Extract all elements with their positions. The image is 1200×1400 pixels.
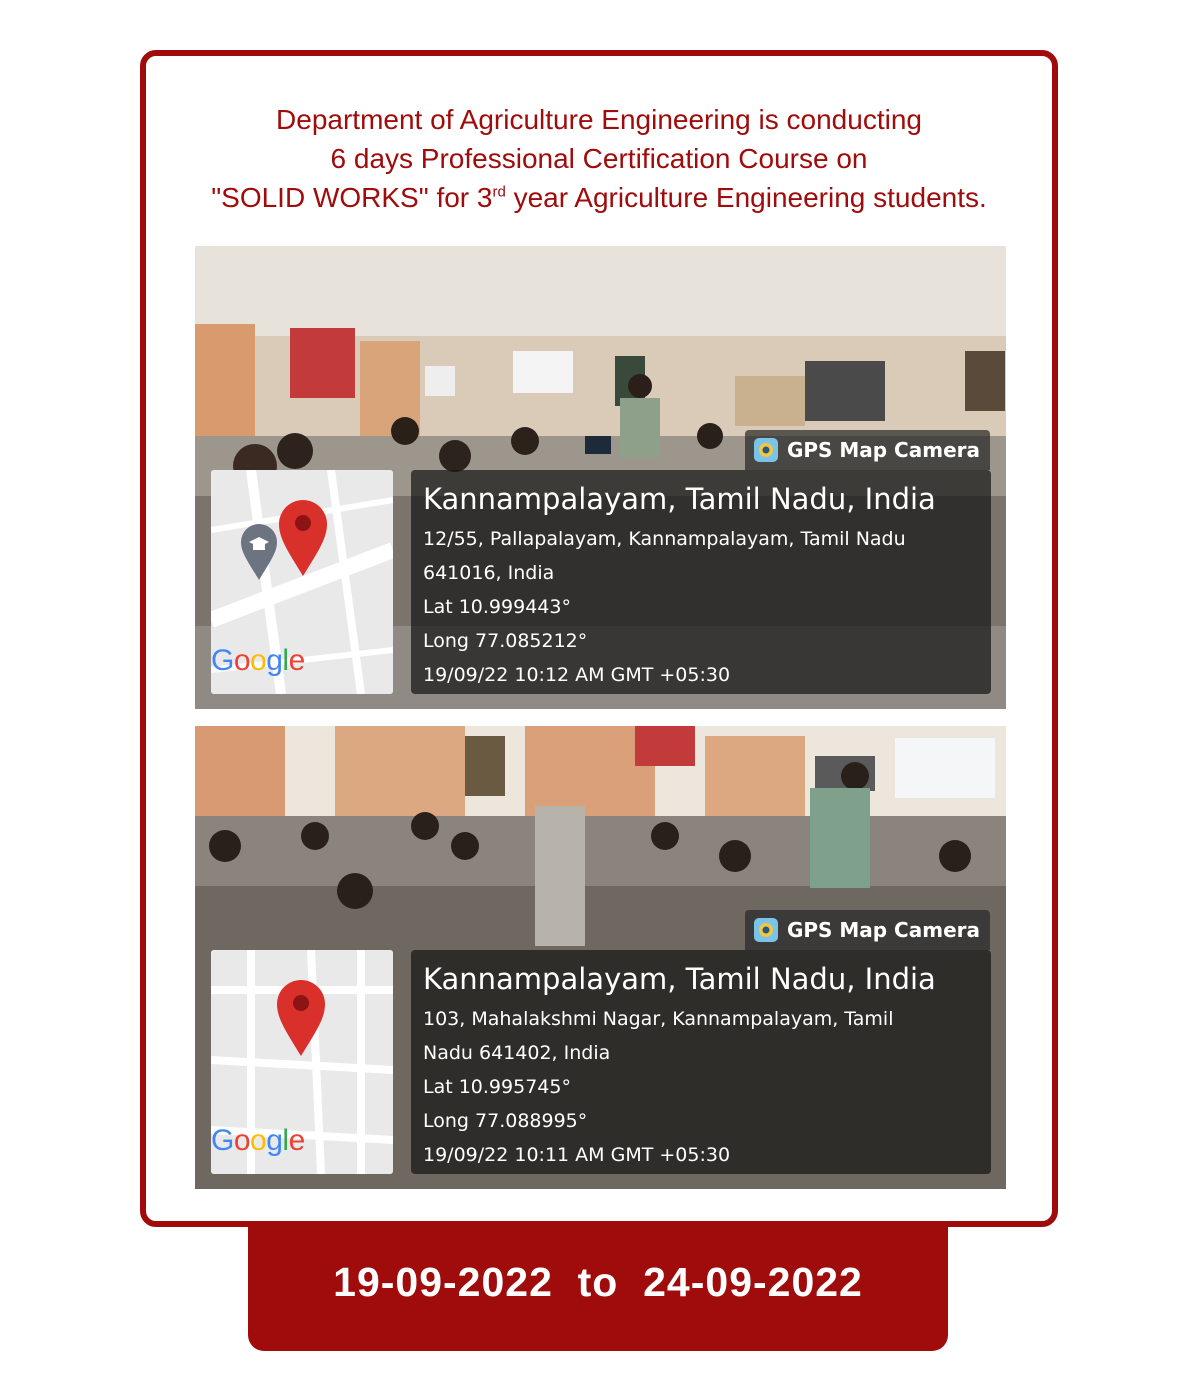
classroom-photo-1 bbox=[195, 246, 1006, 709]
longitude: Long 77.088995° bbox=[423, 1110, 588, 1132]
location-pin-icon bbox=[275, 978, 327, 1058]
ordinal-suffix: rd bbox=[492, 183, 506, 201]
heading-line-3-end: year Agriculture Engineering students. bbox=[505, 182, 987, 213]
poster-heading bbox=[146, 100, 1052, 217]
gps-map-camera-badge bbox=[745, 910, 990, 950]
map-thumbnail bbox=[211, 470, 393, 694]
location-title: Kannampalayam, Tamil Nadu, India bbox=[423, 482, 936, 516]
location-pin-icon bbox=[277, 498, 329, 578]
date-range-text: 19-09-2022 to 24-09-2022 bbox=[333, 1259, 863, 1305]
latitude: Lat 10.995745° bbox=[423, 1076, 571, 1098]
school-pin-icon bbox=[239, 522, 279, 582]
latitude: Lat 10.999443° bbox=[423, 596, 571, 618]
address-line-1: 12/55, Pallapalayam, Kannampalayam, Tamil Nadu bbox=[423, 528, 906, 550]
classroom-photo-2 bbox=[195, 726, 1006, 1189]
heading-line-3-start: "SOLID WORKS" for 3 bbox=[211, 182, 493, 213]
gps-label: GPS Map Camera bbox=[786, 918, 980, 942]
date-range-banner bbox=[248, 1223, 948, 1351]
gps-map-camera-badge bbox=[745, 430, 990, 470]
poster-frame bbox=[140, 50, 1058, 1227]
address-line-2: 641016, India bbox=[423, 562, 555, 584]
map-thumbnail bbox=[211, 950, 393, 1174]
heading-line-1: Department of Agriculture Engineering is conducting bbox=[276, 104, 922, 135]
address-line-2: Nadu 641402, India bbox=[423, 1042, 611, 1064]
address-line-1: 103, Mahalakshmi Nagar, Kannampalayam, Tamil bbox=[423, 1008, 894, 1030]
gps-camera-icon bbox=[753, 917, 779, 943]
location-info-box bbox=[411, 950, 991, 1174]
gps-label: GPS Map Camera bbox=[786, 438, 980, 462]
heading-line-3 bbox=[146, 178, 1052, 217]
gps-camera-icon bbox=[753, 437, 779, 463]
timestamp: 19/09/22 10:11 AM GMT +05:30 bbox=[423, 1144, 731, 1166]
location-info-box bbox=[411, 470, 991, 694]
google-logo: Google bbox=[211, 644, 305, 677]
google-logo: Google bbox=[211, 1124, 305, 1157]
heading-line-2: 6 days Professional Certification Course on bbox=[330, 143, 868, 174]
longitude: Long 77.085212° bbox=[423, 630, 588, 652]
timestamp: 19/09/22 10:12 AM GMT +05:30 bbox=[423, 664, 731, 686]
location-title: Kannampalayam, Tamil Nadu, India bbox=[423, 962, 936, 996]
